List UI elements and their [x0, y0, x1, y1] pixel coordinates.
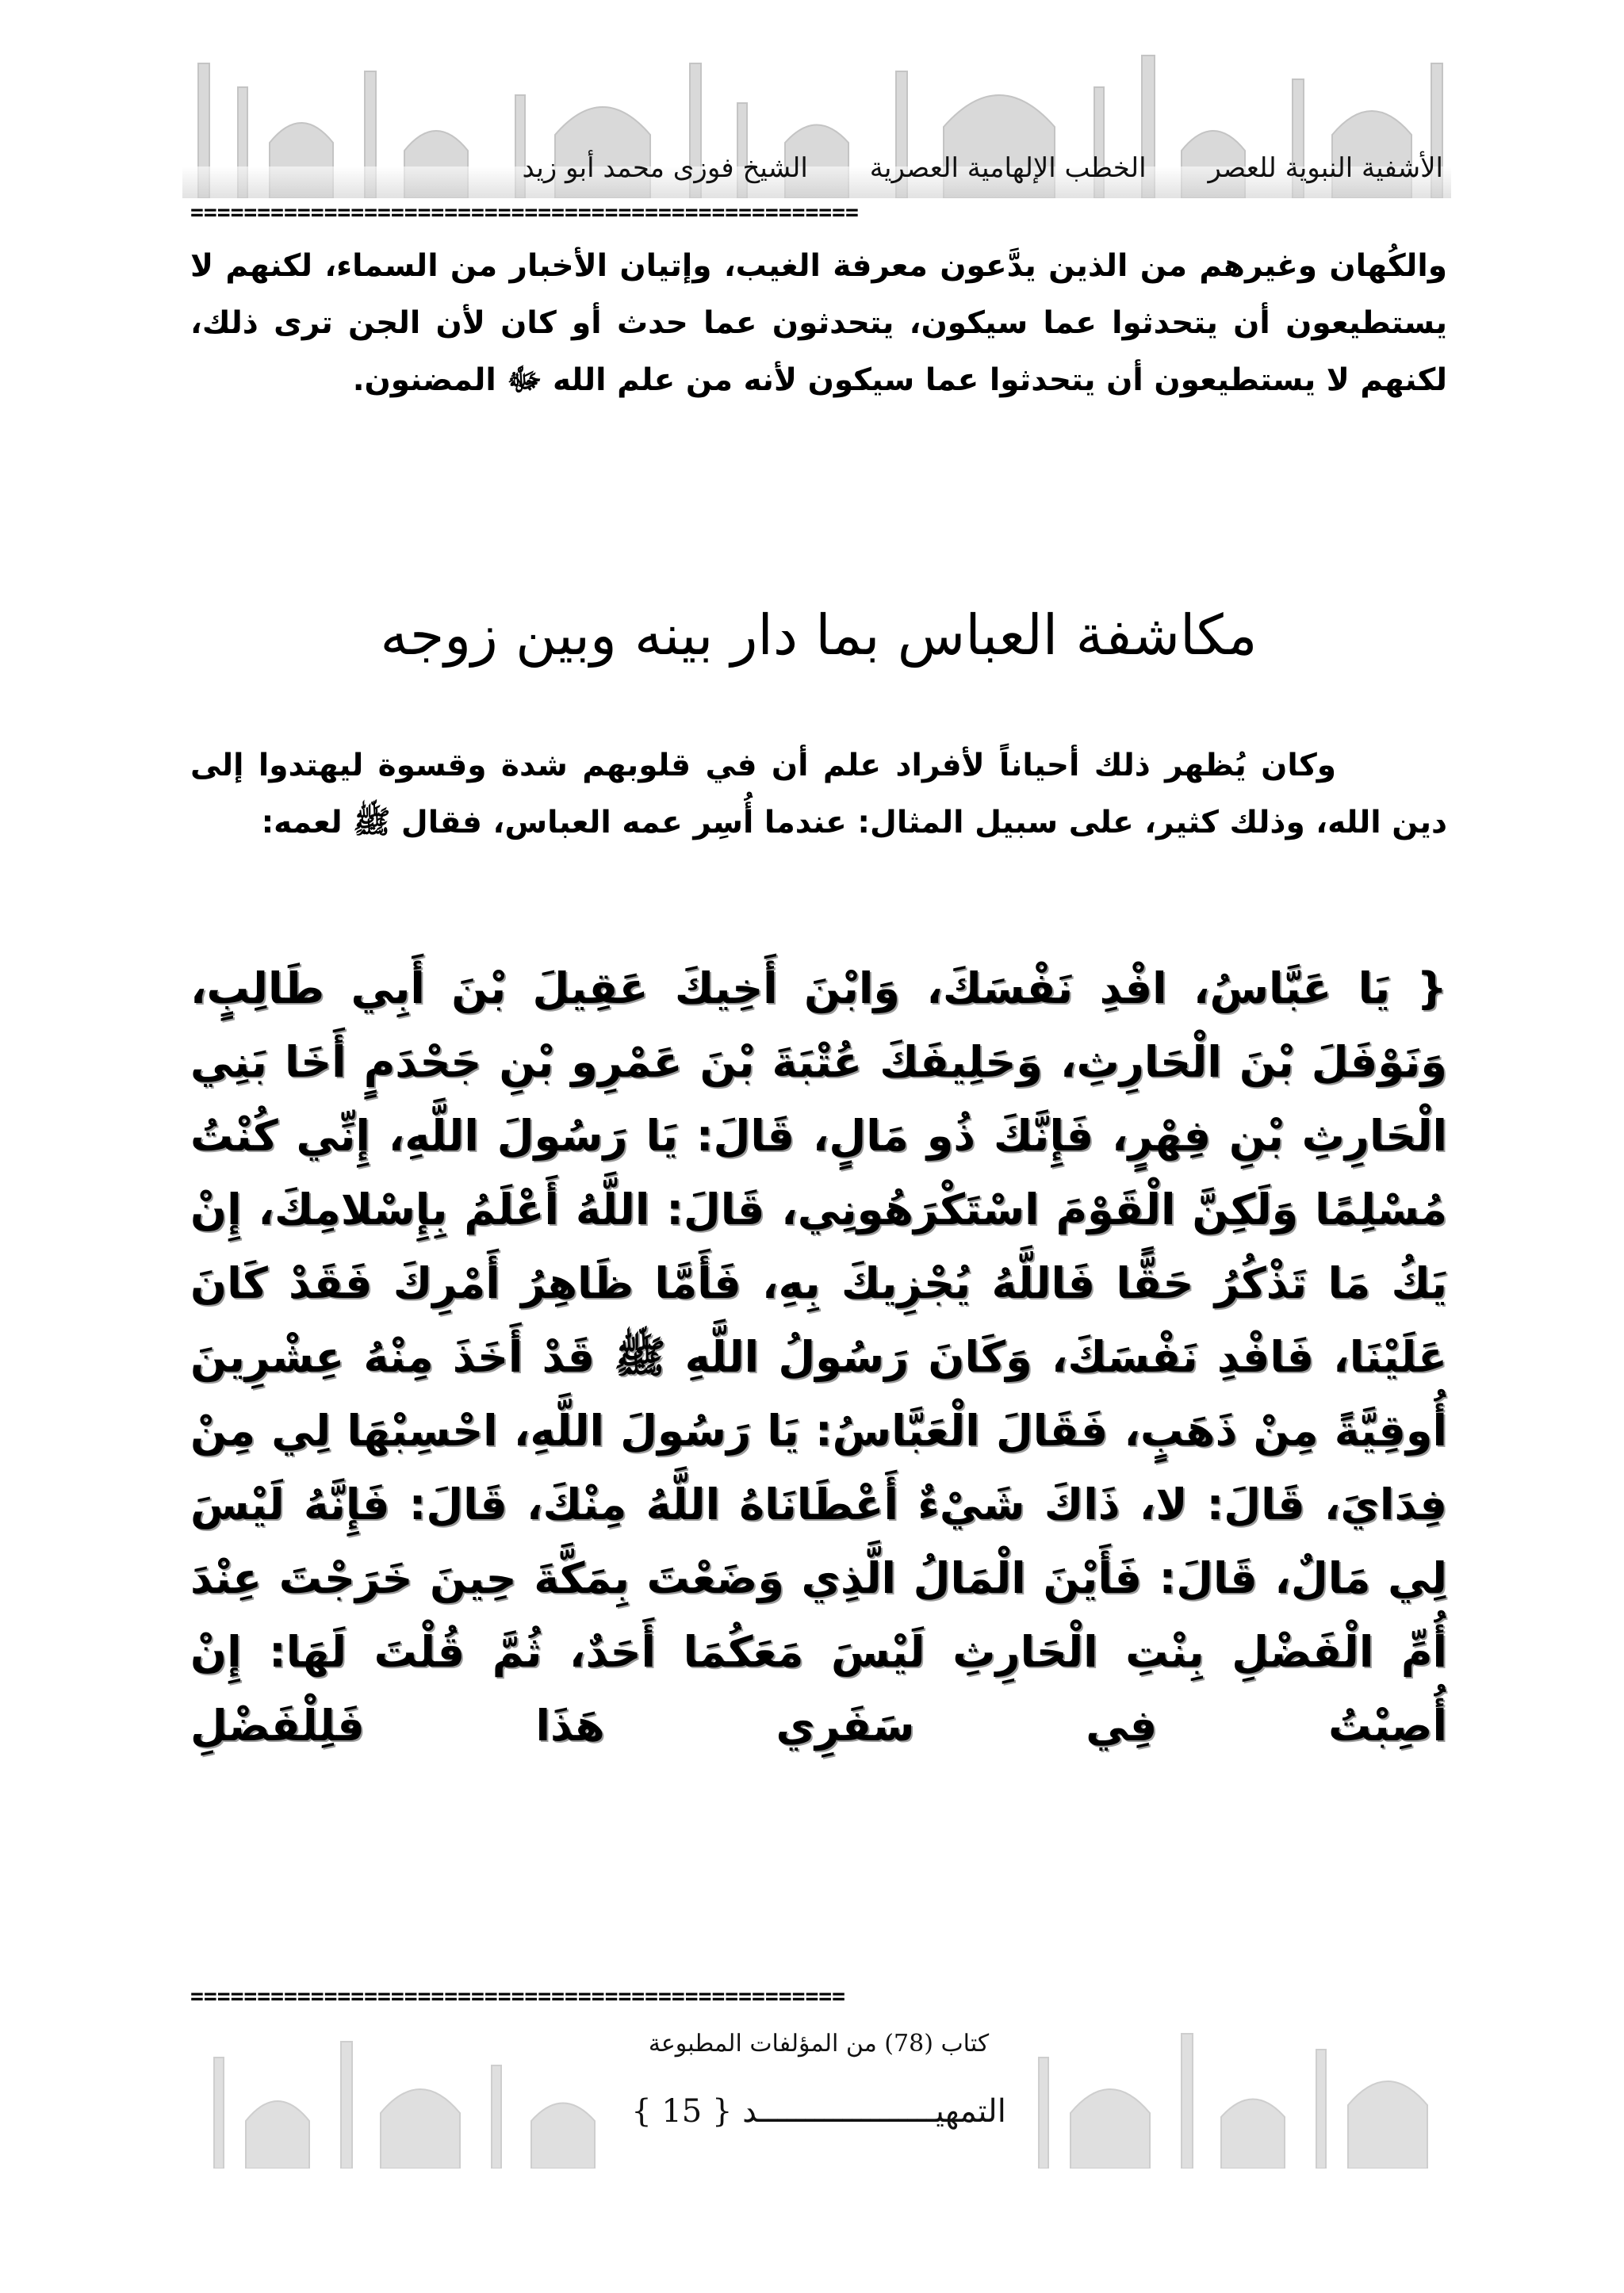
footer-divider: =================================================: [190, 1986, 846, 2007]
paragraph-1: والكُهان وغيرهم من الذين يدَّعون معرفة الغيب، وإتيان الأخبار من السماء، لكنهم لا يستطيعون أن يتحدثوا عما سيكون، يتحدثون عما حدث أو كان لأن الجن ترى ذلك، لكنهم لا يستطيعون أن يتحدثوا عما سيكون لأنه من علم الله ﷻ المضنون.: [190, 248, 1447, 398]
section-heading: مكاشفة العباس بما دار بينه وبين زوجه: [380, 603, 1258, 668]
header-series: الخطب الإلهامية العصرية: [869, 152, 1147, 184]
footer-mosque-banner: [182, 1986, 1467, 2169]
footer-page-number: التمهيـــــــــــــــــــد { 15 }: [631, 2093, 1006, 2130]
footer-book-line: كتاب (78) من المؤلفات المطبوعة: [648, 2030, 990, 2058]
running-header: [190, 152, 1443, 184]
header-divider: ==================================================: [190, 202, 859, 223]
header-author: الشيخ فوزى محمد أبو زيد: [522, 152, 808, 184]
paragraph-2: وكان يُظهر ذلك أحياناً لأفراد علم أن في قلوبهم شدة وقسوة ليهتدوا إلى دين الله، وذلك كثير، على سبيل المثال: عندما أُسِر عمه العباس، فقال ﷺ لعمه:: [190, 748, 1447, 840]
header-book-title: الأشفية النبوية للعصر: [1208, 152, 1443, 184]
mosque-silhouette-icon: [182, 1986, 1467, 2169]
hadith-quote: { يَا عَبَّاسُ، افْدِ نَفْسَكَ، وَابْنَ أَخِيكَ عَقِيلَ بْنَ أَبِي طَالِبٍ، وَنَوْفَلَ بْنَ الْحَارِثِ، وَحَلِيفَكَ عُتْبَةَ بْنَ عَمْرِو بْنِ جَحْدَمٍ أَخَا بَنِي الْحَارِثِ بْنِ فِهْرٍ، فَإِنَّكَ ذُو مَالٍ، قَالَ: يَا رَسُولَ اللَّهِ، إِنِّي كُنْتُ مُسْلِمًا وَلَكِنَّ الْقَوْمَ اسْتَكْرَهُونِي، قَالَ: اللَّهُ أَعْلَمُ بِإِسْلامِكَ، إِنْ يَكُ مَا تَذْكُرُ حَقًّا فَاللَّهُ يُجْزِيكَ بِهِ، فَأَمَّا ظَاهِرُ أَمْرِكَ فَقَدْ كَانَ عَلَيْنَا، فَافْدِ نَفْسَكَ، وَكَانَ رَسُولُ اللَّهِ ﷺ قَدْ أَخَذَ مِنْهُ عِشْرِينَ أُوقِيَّةً مِنْ ذَهَبٍ، فَقَالَ الْعَبَّاسُ: يَا رَسُولَ اللَّهِ، احْسِبْهَا لِي مِنْ فِدَايَ، قَالَ: لا، ذَاكَ شَيْءٌ أَعْطَانَاهُ اللَّهُ مِنْكَ، قَالَ: فَإِنَّهُ لَيْسَ لِي مَالٌ، قَالَ: فَأَيْنَ الْمَالُ الَّذِي وَضَعْتَ بِمَكَّةَ حِينَ خَرَجْتَ عِنْدَ أُمِّ الْفَضْلِ بِنْتِ الْحَارِثِ لَيْسَ مَعَكُمَا أَحَدٌ، ثُمَّ قُلْتَ لَهَا: إِنْ أُصِبْتُ فِي سَفَرِي هَذَا فَلِلْفَضْلِ: [190, 963, 1447, 1751]
